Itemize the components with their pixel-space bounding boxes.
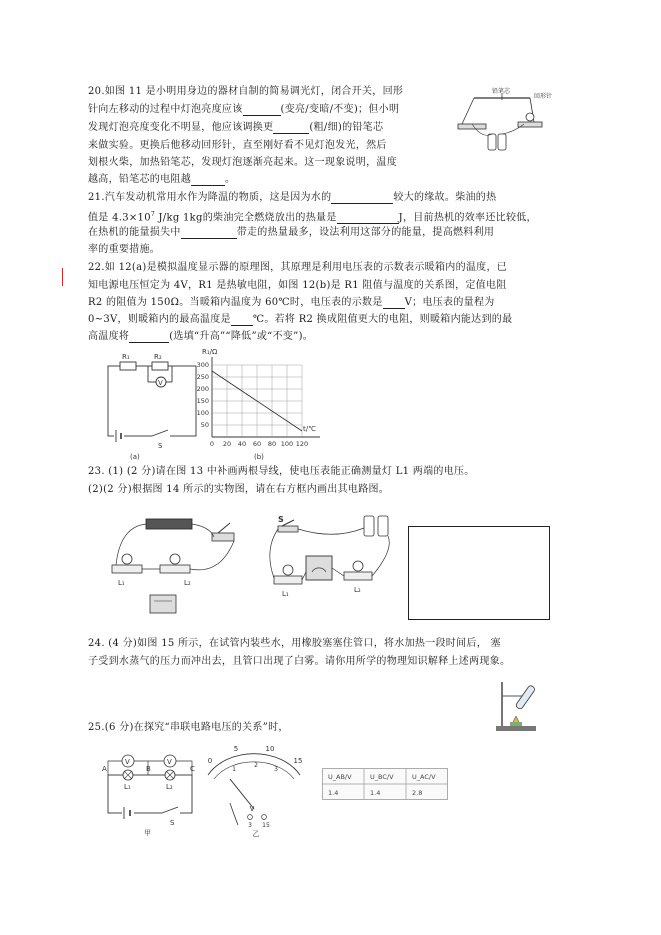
x-tick: 20 bbox=[222, 440, 232, 448]
table-cell: 2.8 bbox=[412, 789, 423, 797]
q24-line-2: 子受到水蒸气的压力而冲出去，且管口出现了白雾。请你用所学的物理知识解释上述两现象。 bbox=[88, 656, 511, 667]
q23-line-2: (2)(2 分)根据图 14 所示的实物图，请在右方框内画出其电路图。 bbox=[88, 484, 390, 495]
lamp-1-label: L₁ bbox=[124, 783, 131, 791]
x-tick: 80 bbox=[267, 440, 277, 448]
graph-ylabel: R₁/Ω bbox=[202, 348, 218, 356]
answer-blank[interactable] bbox=[191, 175, 225, 186]
fig-b-caption: (b) bbox=[254, 453, 264, 461]
inner-2: 2 bbox=[254, 762, 258, 769]
x-tick: 40 bbox=[237, 440, 247, 448]
figure-25-circuit bbox=[98, 745, 208, 837]
paperclip-label: 回形针 bbox=[534, 93, 553, 100]
q21-line-4: 率的重要措施。 bbox=[88, 244, 161, 255]
graph-xlabel: t/℃ bbox=[303, 425, 316, 433]
figure-11-dimmer bbox=[452, 84, 562, 166]
table-header: U_AC/V bbox=[412, 773, 436, 781]
terminal-15: 15 bbox=[262, 822, 270, 829]
terminal-3: 3 bbox=[248, 822, 252, 829]
y-tick: 100 bbox=[196, 409, 209, 417]
y-tick: 200 bbox=[196, 385, 209, 393]
x-tick: 60 bbox=[252, 440, 262, 448]
q20-line-6: 越高，铅笔芯的电阻越 。 bbox=[88, 174, 236, 185]
r1-label: R₁ bbox=[122, 353, 130, 361]
answer-blank[interactable] bbox=[243, 105, 281, 116]
voltmeter-2-label: V bbox=[167, 758, 172, 766]
table-cell: 1.4 bbox=[370, 789, 381, 797]
q21-line-1: 21.汽车发动机常用水作为降温的物质，这是因为水的 较大的缘故。柴油的热 bbox=[88, 192, 497, 203]
q22-line-4: 0~3V，则暖箱内的最高温度是 ℃。若将 R2 换成阻值更大的电阻，则暖箱内能达到的最 bbox=[88, 314, 513, 325]
table-header: U_BC/V bbox=[370, 773, 394, 781]
table-cell: 1.4 bbox=[328, 789, 339, 797]
voltmeter-label: V bbox=[158, 379, 163, 387]
fig13-l2-label: L₂ bbox=[184, 579, 191, 587]
terminal-v: V bbox=[249, 805, 255, 813]
inner-1: 1 bbox=[232, 766, 236, 773]
q22-line-5: 高温度将 (选填“升高”“降低”或“不变”)。 bbox=[88, 331, 314, 342]
figure-15-apparatus bbox=[494, 676, 556, 734]
answer-blank[interactable] bbox=[231, 315, 253, 326]
pencil-lead-label: 铅笔芯 bbox=[492, 88, 511, 95]
q24-line-1: 24. (4 分)如图 15 所示，在试管内装些水，用橡胶塞塞住管口，将水加热一段时间后， 塞 bbox=[88, 638, 501, 649]
scale-10: 10 bbox=[265, 745, 275, 753]
q20-line-5: 划根火柴，加热铅笔芯，发现灯泡逐渐亮起来。这一现象说明，温度 bbox=[88, 157, 397, 168]
answer-blank[interactable] bbox=[383, 298, 405, 309]
table-header: U_AB/V bbox=[328, 773, 352, 781]
q20-line-1: 20.如图 11 是小明用身边的器材自制的简易调光灯，闭合开关，回形 bbox=[88, 86, 404, 97]
answer-box[interactable] bbox=[408, 526, 550, 620]
q20-line-3: 发现灯泡亮度变化不明显，他应该调换更 (粗/细)的铅笔芯 bbox=[88, 122, 384, 133]
inner-3: 3 bbox=[274, 766, 278, 773]
x-tick: 0 bbox=[209, 440, 215, 448]
scale-0: 0 bbox=[207, 757, 213, 765]
q21-line-3: 在热机的能量损失中 带走的热量最多，设法利用这部分的能量，提高燃料利用 bbox=[88, 227, 495, 238]
q23-line-1: 23. (1) (2 分)请在图 13 中补画两根导线，使电压表能正确测量灯 L1 两端的电压。 bbox=[88, 466, 475, 477]
fig14-l2-label: L₂ bbox=[354, 586, 361, 594]
switch-s-label: S bbox=[170, 819, 175, 827]
y-tick: 250 bbox=[196, 373, 209, 381]
figure-12b-graph bbox=[180, 345, 330, 463]
y-tick: 300 bbox=[196, 361, 209, 369]
fig14-l1-label: L₁ bbox=[282, 590, 289, 598]
y-tick: 50 bbox=[200, 421, 209, 429]
x-tick: 100 bbox=[280, 440, 294, 448]
point-c-label: C bbox=[190, 765, 195, 773]
lamp-2-label: L₂ bbox=[166, 783, 173, 791]
q21-line-2: 值是 $4.3\times 10^7$ J/kg 1kg的柴油完全燃烧放出的热量是 J，目前热机的效率还比较低， bbox=[88, 211, 537, 224]
point-b-label: B bbox=[146, 765, 151, 773]
switch-label: S bbox=[158, 442, 163, 450]
q22-line-1: 22.如 12(a)是模拟温度显示器的原理图，其原理是利用电压表的示数表示暖箱内的温度，已 bbox=[88, 262, 508, 273]
fig13-l1-label: L₁ bbox=[118, 579, 125, 587]
figure-14-circuit bbox=[264, 510, 404, 615]
voltmeter-1-label: V bbox=[125, 758, 130, 766]
y-tick: 150 bbox=[196, 397, 209, 405]
scale-15: 15 bbox=[293, 757, 303, 765]
point-a-label: A bbox=[102, 765, 107, 773]
figure-25-voltmeter bbox=[200, 745, 310, 837]
answer-blank[interactable] bbox=[331, 193, 393, 204]
r2-label: R₂ bbox=[154, 353, 162, 361]
q25-data-table bbox=[322, 768, 448, 800]
x-tick: 120 bbox=[295, 440, 309, 448]
q22-line-3: R2 的阻值为 150Ω。当暖箱内温度为 60℃时，电压表的示数是 V；电压表的量程为 bbox=[88, 297, 495, 308]
answer-blank[interactable] bbox=[181, 228, 237, 239]
answer-blank[interactable] bbox=[337, 213, 399, 224]
fig-yi-caption: 乙 bbox=[252, 830, 260, 837]
fig-jia-caption: 甲 bbox=[144, 829, 151, 837]
q22-line-2: 知电源电压恒定为 4V，R1 是热敏电阻，如图 12(b)是 R1 阻值与温度的关系图，定值电阻 bbox=[88, 280, 507, 291]
q25-line-1: 25.(6 分)在探究“串联电路电压的关系”时， bbox=[88, 722, 289, 733]
scale-5: 5 bbox=[233, 745, 239, 753]
q20-line-2: 针向左移动的过程中灯泡亮度应该 (变亮/变暗/不变)；但小明 bbox=[88, 104, 400, 115]
answer-blank[interactable] bbox=[273, 123, 309, 134]
fig-a-caption: (a) bbox=[130, 453, 140, 461]
answer-blank[interactable] bbox=[129, 332, 169, 343]
figure-13-circuit bbox=[100, 505, 260, 620]
margin-marker bbox=[62, 268, 63, 286]
fig14-switch-label: S bbox=[278, 515, 284, 524]
q20-line-4: 来做实验。更换后他移动回形针，直至刚好看不见灯泡发光，然后 bbox=[88, 140, 387, 151]
